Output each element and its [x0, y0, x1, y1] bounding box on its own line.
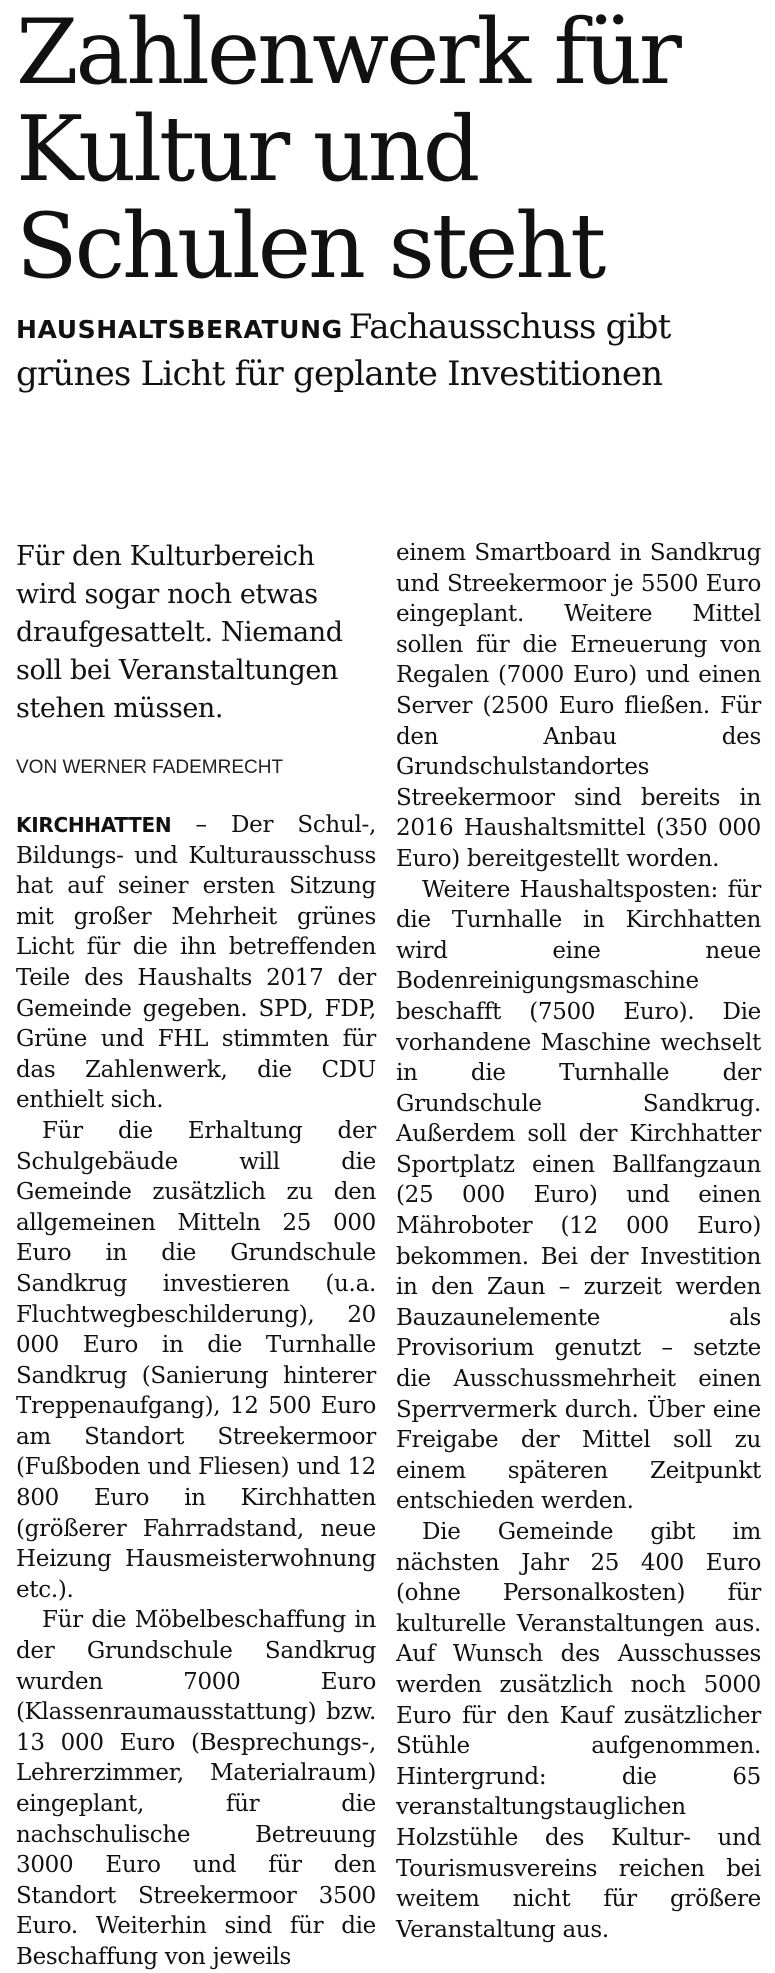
left-body: [16, 810, 376, 1973]
body-paragraph: einem Smartboard in Sandkrug und Streekermoor je 5500 Euro eingeplant. Weitere Mittel sollen für die Erneuerung von Regalen (7000 Euro) und einen Server (2500 Euro fließen. Für den Anbau des Grundschulstandortes Streekermoor sind bereits in 2016 Haushaltsmittel (350 000 Euro) bereitgestellt worden.: [396, 540, 761, 872]
kicker: HAUSHALTSBERATUNG: [16, 315, 343, 344]
byline: VON WERNER FADEMRECHT: [16, 757, 284, 778]
body-paragraph: [16, 810, 376, 1116]
body-paragraph: Weitere Haushaltsposten: für die Turnhalle in Kirchhatten wird eine neue Bodenreinigungsmaschine beschafft (7500 Euro). Die vorhandene Maschine wechselt in die Turnhalle der Grundschule Sandkrug. Außerdem soll der Kirchhatter Sportplatz einen Ballfangzaun (25 000 Euro) und einen Mähroboter (12 000 Euro) bekommen. Bei der Investition in den Zaun – zurzeit werden Bauzaunelemente als Provisorium genutzt – setzte die Ausschussmehrheit einen Sperrvermerk durch. Über eine Freigabe der Mittel soll zu einem späteren Zeitpunkt entschieden werden.: [396, 876, 761, 1515]
dateline: KIRCHHATTEN: [16, 813, 172, 837]
body-paragraph: Die Gemeinde gibt im nächsten Jahr 25 400 Euro (ohne Personalkosten) für kulturelle Veranstaltungen aus. Auf Wunsch des Ausschusses werden zusätzlich noch 5000 Euro für den Kauf zusätzlicher Stühle aufgenommen. Hintergrund: die 65 veranstaltungstauglichen Holzstühle des Kultur- und Tourismusvereins reichen bei weitem nicht für größere Veranstaltung aus.: [396, 1519, 761, 1943]
body-paragraph: Für die Möbelbeschaffung in der Grundschule Sandkrug wurden 7000 Euro (Klassenraumausstattung) bzw. 13 000 Euro (Besprechungs-, Lehrerzimmer, Materialraum) eingeplant, für die nachschulische Betreuung 3000 Euro und für den Standort Streekermoor 3500 Euro. Weiterhin sind für die Beschaffung von jeweils: [16, 1607, 376, 1970]
subheadline: Fachausschuss gibt grünes Licht für geplante Investitionen: [16, 307, 671, 394]
headline: Zahlenwerk für Kultur und Schulen steht: [16, 0, 679, 299]
teaser: Für den Kulturbereich wird sogar noch etwas draufgesattelt. Niemand soll bei Veranstaltungen stehen müssen.: [16, 541, 343, 724]
right-body: [396, 538, 761, 1945]
right-column: [396, 538, 761, 1973]
left-column: [16, 538, 376, 1973]
article-columns: [16, 538, 761, 1973]
body-paragraph: Für die Erhaltung der Schulgebäude will die Gemeinde zusätzlich zu den allgemeinen Mitteln 25 000 Euro in die Grundschule Sandkrug investieren (u.a. Fluchtwegbeschilderung), 20 000 Euro in die Turnhalle Sandkrug (Sanierung hinterer Treppenaufgang), 12 500 Euro am Standort Streekermoor (Fußboden und Fliesen) und 12 800 Euro in Kirchhatten (größerer Fahrradstand, neue Heizung Hausmeisterwohnung etc.).: [16, 1117, 376, 1603]
paragraph-text: – Der Schul-, Bildungs- und Kulturausschuss hat auf seiner ersten Sitzung mit großer Mehrheit grünes Licht für die ihn betreffenden Teile des Haushalts 2017 der Gemeinde gegeben. SPD, FDP, Grüne und FHL stimmten für das Zahlenwerk, die CDU enthielt sich.: [16, 812, 376, 1114]
subheadline-block: [16, 305, 761, 396]
